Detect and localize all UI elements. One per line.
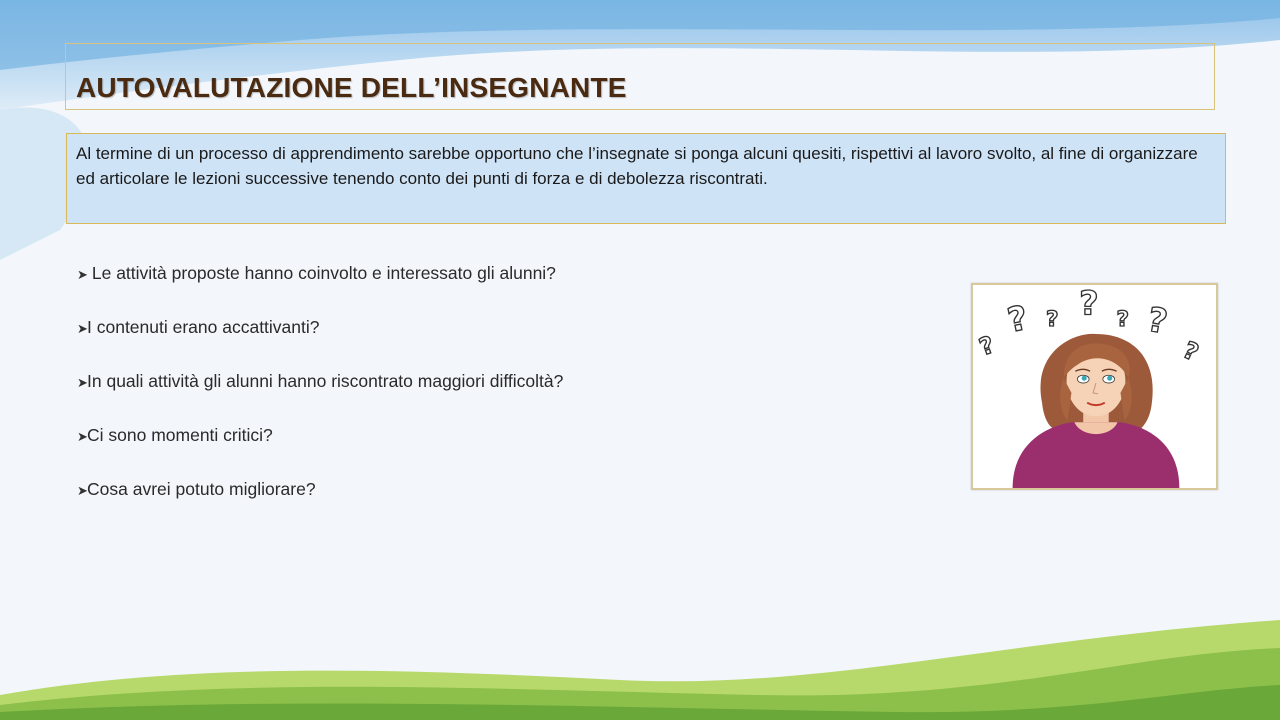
svg-text:?: ? (1116, 307, 1130, 333)
page-title: AUTOVALUTAZIONE DELL’INSEGNANTE (76, 72, 627, 103)
svg-text:?: ? (1178, 335, 1203, 367)
question-text: Cosa avrei potuto migliorare? (87, 479, 316, 499)
arrowhead-bullet-icon: ➤ (77, 482, 88, 498)
arrowhead-bullet-icon: ➤ (77, 320, 88, 336)
list-item (77, 476, 957, 503)
question-list (77, 260, 957, 530)
arrowhead-bullet-icon: ➤ (77, 266, 88, 282)
intro-paragraph: Al termine di un processo di apprendimento sarebbe opportuno che l’insegnate si ponga alcuni quesiti, rispettivi al lavoro svolto, al fine di organizzare ed articolare le lezioni successive tenendo conto dei punti di forza e di debolezza riscontrati. (66, 133, 1226, 224)
svg-text:?: ? (1144, 299, 1171, 342)
svg-text:?: ? (1004, 297, 1032, 340)
question-text: Ci sono momenti critici? (87, 425, 273, 445)
list-item (77, 368, 957, 395)
list-item (77, 422, 957, 449)
list-item (77, 260, 957, 287)
question-text: I contenuti erano accattivanti? (87, 317, 320, 337)
background-hills (0, 600, 1280, 720)
question-text: Le attività proposte hanno coinvolto e interessato gli alunni? (87, 263, 556, 283)
arrowhead-bullet-icon: ➤ (77, 428, 88, 444)
svg-text:?: ? (975, 330, 999, 362)
list-item (77, 314, 957, 341)
svg-text:?: ? (1079, 285, 1099, 323)
question-text: In quali attività gli alunni hanno riscontrato maggiori difficoltà? (87, 371, 564, 391)
title-box (65, 43, 1215, 110)
svg-text:?: ? (1045, 307, 1059, 333)
arrowhead-bullet-icon: ➤ (77, 374, 88, 390)
thinking-woman-illustration (971, 283, 1218, 490)
thinking-woman-image (973, 285, 1216, 488)
